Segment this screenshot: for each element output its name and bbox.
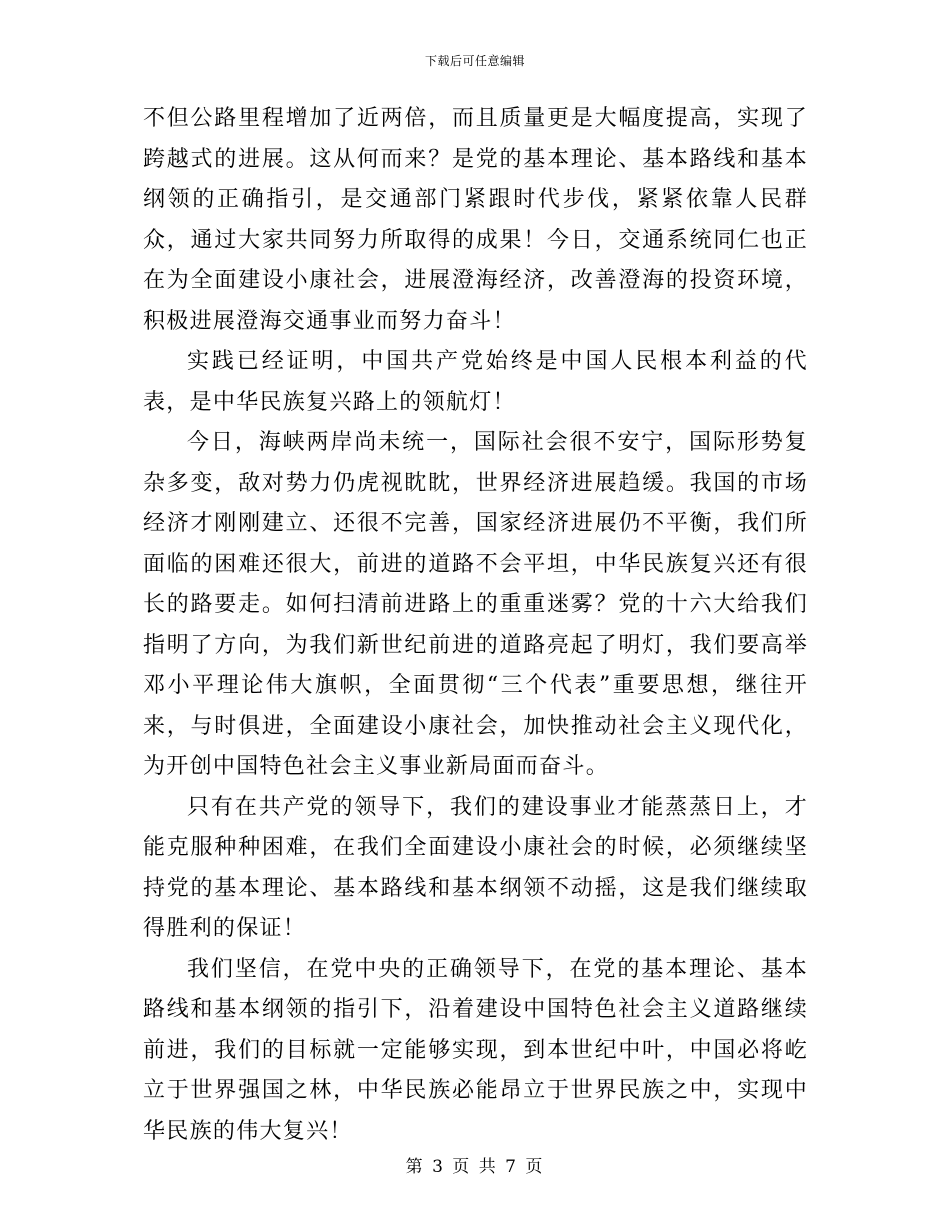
document-body [143,99,808,1152]
paragraph-5: 我们坚信，在党中央的正确领导下，在党的基本理论、基本路线和基本纲领的指引下，沿着建设中国特色社会主义道路继续前进，我们的目标就一定能够实现，到本世纪中叶，中国必将屹立于世界强国之林，中华民族必能昂立于世界民族之中，实现中华民族的伟大复兴！ [143,956,808,1144]
page-number-footer: 第 3 页 共 7 页 [405,1157,545,1177]
paragraph-2: 实践已经证明，中国共产党始终是中国人民根本利益的代表，是中华民族复兴路上的领航灯！ [143,349,808,415]
paragraph-1: 不但公路里程增加了近两倍，而且质量更是大幅度提高，实现了跨越式的进展。这从何而来？是党的基本理论、基本路线和基本纲领的正确指引，是交通部门紧跟时代步伐，紧紧依靠人民群众，通过大家共同努力所取得的成果！今日，交通系统同仁也正在为全面建设小康社会，进展澄海经济，改善澄海的投资环境，积极进展澄海交通事业而努力奋斗！ [143,106,808,334]
paragraph-4: 只有在共产党的领导下，我们的建设事业才能蒸蒸日上，才能克服种种困难，在我们全面建设小康社会的时候，必须继续坚持党的基本理论、基本路线和基本纲领不动摇，这是我们继续取得胜利的保证！ [143,794,808,941]
page-header: 下载后可任意编辑 [424,54,525,68]
paragraph-3: 今日，海峡两岸尚未统一，国际社会很不安宁，国际形势复杂多变，敌对势力仍虎视眈眈，世界经济进展趋缓。我国的市场经济才刚刚建立、还很不完善，国家经济进展仍不平衡，我们所面临的困难还很大，前进的道路不会平坦，中华民族复兴还有很长的路要走。如何扫清前进路上的重重迷雾？党的十六大给我们指明了方向，为我们新世纪前进的道路亮起了明灯，我们要高举邓小平理论伟大旗帜，全面贯彻“三个代表”重要思想，继往开来，与时俱进，全面建设小康社会，加快推动社会主义现代化，为开创中国特色社会主义事业新局面而奋斗。 [143,430,808,779]
